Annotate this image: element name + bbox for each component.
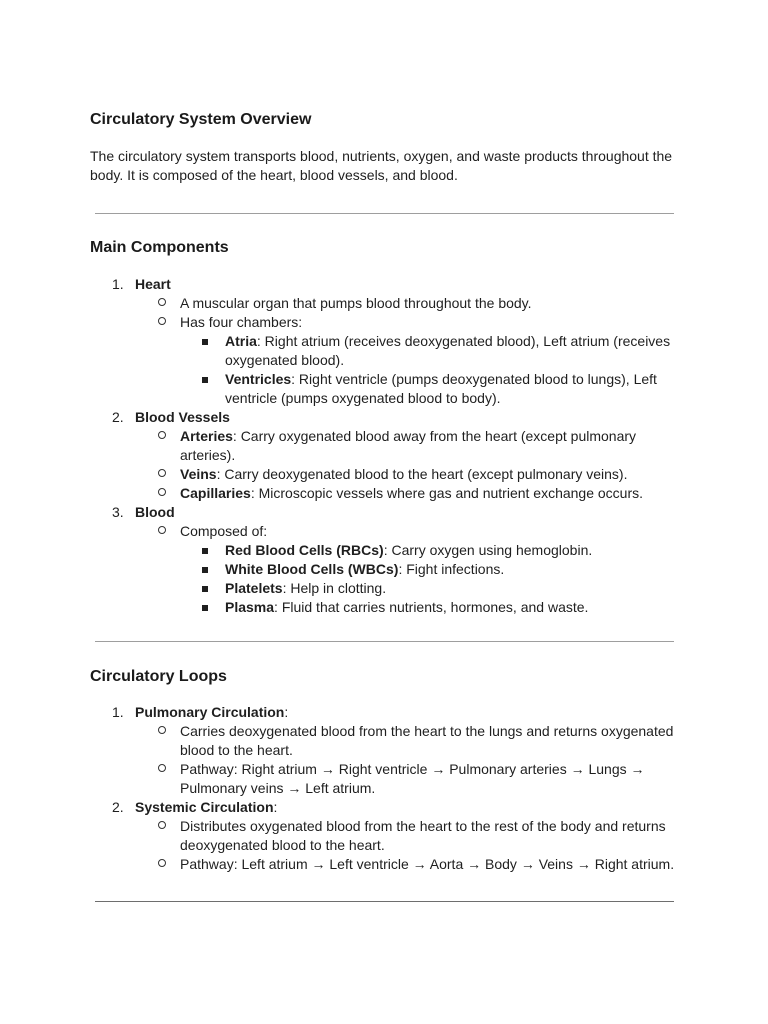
arteries-text: : Carry oxygenated blood away from the heart (except pulmonary arteries).: [180, 428, 637, 463]
list-item-systemic: [90, 798, 680, 874]
heart-chambers-item: [135, 313, 680, 408]
arteries-item: [135, 427, 680, 465]
platelets-text: : Help in clotting.: [282, 580, 387, 596]
systemic-pathway: Pathway: Left atrium → Left ventricle → Aorta → Body → Veins → Right atrium.: [180, 856, 675, 872]
pulmonary-label: Pulmonary Circulation: [135, 704, 285, 720]
overview-heading: Circulatory System Overview: [90, 111, 312, 128]
list-item-blood: [90, 503, 680, 617]
square-bullet-icon: [202, 339, 208, 345]
platelets-item: [180, 579, 680, 598]
capillaries-label: Capillaries: [180, 485, 251, 501]
rbc-text: : Carry oxygen using hemoglobin.: [383, 542, 593, 558]
pulmonary-colon: :: [284, 704, 289, 720]
blood-label: Blood: [135, 504, 175, 520]
components-list: [90, 275, 680, 617]
square-bullet-icon: [202, 377, 208, 383]
atria-text: : Right atrium (receives deoxygenated blood), Left atrium (receives oxygenated blood).: [225, 333, 671, 368]
arteries-label: Arteries: [180, 428, 233, 444]
veins-text: : Carry deoxygenated blood to the heart (except pulmonary veins).: [216, 466, 628, 482]
divider-3: [95, 901, 674, 902]
hollow-bullet-icon: [158, 764, 166, 772]
platelets-label: Platelets: [225, 580, 283, 596]
square-bullet-icon: [202, 586, 208, 592]
systemic-label: Systemic Circulation: [135, 799, 274, 815]
hollow-bullet-icon: [158, 821, 166, 829]
hollow-bullet-icon: [158, 859, 166, 867]
heart-label: Heart: [135, 276, 171, 292]
veins-item: [135, 465, 680, 484]
list-item-heart: [90, 275, 680, 408]
list-number: 3.: [112, 504, 124, 520]
heart-desc-item: [135, 294, 680, 313]
blood-composed-item: [135, 522, 680, 617]
list-number: 2.: [112, 799, 124, 815]
hollow-bullet-icon: [158, 726, 166, 734]
blood-composed: Composed of:: [180, 523, 268, 539]
pulmonary-pathway-item: [135, 760, 680, 798]
wbc-label: White Blood Cells (WBCs): [225, 561, 399, 577]
heart-desc: A muscular organ that pumps blood throughout the body.: [180, 295, 532, 311]
rbc-item: [180, 541, 680, 560]
pulmonary-pathway: Pathway: Right atrium → Right ventricle → Pulmonary arteries → Lungs → Pulmonary veins → Left atrium.: [180, 761, 645, 796]
wbc-text: : Fight infections.: [398, 561, 505, 577]
list-item-pulmonary: [90, 703, 680, 798]
ventricles-label: Ventricles: [225, 371, 292, 387]
hollow-bullet-icon: [158, 488, 166, 496]
pulmonary-desc: Carries deoxygenated blood from the heart to the lungs and returns oxygenated blood to the heart.: [180, 723, 674, 758]
loops-heading: Circulatory Loops: [90, 668, 227, 685]
square-bullet-icon: [202, 567, 208, 573]
plasma-text: : Fluid that carries nutrients, hormones, and waste.: [274, 599, 589, 615]
systemic-desc-item: [135, 817, 680, 855]
ventricles-item: [180, 370, 680, 408]
vessels-label: Blood Vessels: [135, 409, 230, 425]
divider-1: [95, 213, 674, 214]
square-bullet-icon: [202, 548, 208, 554]
rbc-label: Red Blood Cells (RBCs): [225, 542, 384, 558]
systemic-desc: Distributes oxygenated blood from the heart to the rest of the body and returns deoxygenated blood to the heart.: [180, 818, 666, 853]
capillaries-item: [135, 484, 680, 503]
loops-list: [90, 703, 680, 874]
atria-label: Atria: [225, 333, 257, 349]
wbc-item: [180, 560, 680, 579]
systemic-colon: :: [273, 799, 278, 815]
components-heading: Main Components: [90, 239, 229, 256]
veins-label: Veins: [180, 466, 217, 482]
hollow-bullet-icon: [158, 317, 166, 325]
list-item-vessels: [90, 408, 680, 503]
overview-paragraph: The circulatory system transports blood, nutrients, oxygen, and waste products throughout the body. It is composed of the heart, blood vessels, and blood.: [90, 148, 673, 183]
hollow-bullet-icon: [158, 298, 166, 306]
divider-2: [95, 641, 674, 642]
square-bullet-icon: [202, 605, 208, 611]
capillaries-text: : Microscopic vessels where gas and nutrient exchange occurs.: [250, 485, 644, 501]
plasma-label: Plasma: [225, 599, 275, 615]
atria-item: [180, 332, 680, 370]
heart-chambers: Has four chambers:: [180, 314, 303, 330]
pulmonary-desc-item: [135, 722, 680, 760]
list-number: 2.: [112, 409, 124, 425]
plasma-item: [180, 598, 680, 617]
list-number: 1.: [112, 704, 124, 720]
hollow-bullet-icon: [158, 431, 166, 439]
hollow-bullet-icon: [158, 469, 166, 477]
hollow-bullet-icon: [158, 526, 166, 534]
systemic-pathway-item: [135, 855, 680, 874]
ventricles-text: : Right ventricle (pumps deoxygenated blood to lungs), Left ventricle (pumps oxygenated blood to body).: [225, 371, 657, 406]
list-number: 1.: [112, 276, 124, 292]
